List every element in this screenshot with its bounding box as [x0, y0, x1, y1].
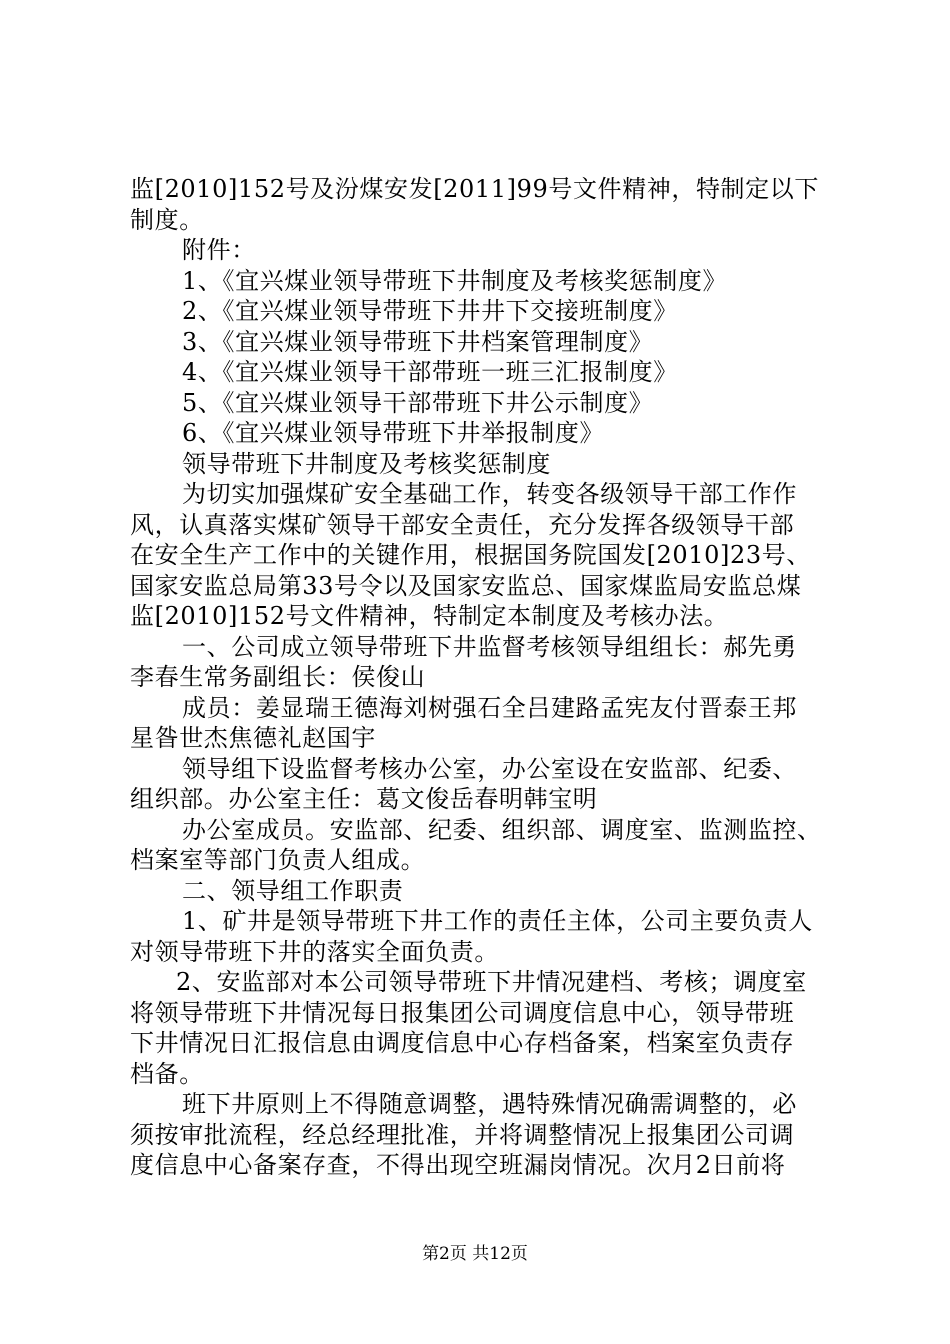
text-line: 下井情况日汇报信息由调度信息中心存档备案，档案室负责存 [130, 1029, 795, 1057]
text-line: 成员：姜显瑞王德海刘树强石全吕建路孟宪友付晋泰王邦 [182, 693, 797, 722]
text-line: 为切实加强煤矿安全基础工作，转变各级领导干部工作作 [182, 480, 797, 508]
text-line: 在安全生产工作中的关键作用，根据国务院国发[2010]23号、 [130, 541, 811, 569]
attachment-item: 3、《宜兴煤业领导带班下井档案管理制度》 [182, 327, 654, 356]
text-line: 李春生常务副组长：侯俊山 [130, 663, 426, 691]
page-number: 第2页 共12页 [422, 1244, 528, 1264]
text-line: 风，认真落实煤矿领导干部安全责任，充分发挥各级领导干部 [130, 510, 795, 539]
attachment-item: 1、《宜兴煤业领导带班下井制度及考核奖惩制度》 [182, 266, 728, 295]
attachment-item: 6、《宜兴煤业领导带班下井举报制度》 [182, 419, 605, 447]
text-line: 2、安监部对本公司领导带班下井情况建档、考核；调度室 [176, 968, 807, 996]
text-line: 星昝世杰焦德礼赵国宇 [130, 724, 376, 752]
text-line: 二、领导组工作职责 [182, 876, 404, 905]
text-line: 国家安监总局第33号令以及国家安监总、国家煤监局安监总煤 [130, 571, 802, 600]
text-line: 领导组下设监督考核办公室，办公室设在安监部、纪委、 [182, 754, 797, 783]
text-line: 将领导带班下井情况每日报集团公司调度信息中心，领导带班 [130, 998, 795, 1027]
text-line: 组织部。办公室主任：葛文俊岳春明韩宝明 [130, 785, 598, 813]
text-line: 须按审批流程，经总经理批准，并将调整情况上报集团公司调 [130, 1120, 795, 1149]
text-line: 档案室等部门负责人组成。 [130, 846, 426, 874]
text-line: 班下井原则上不得随意调整，遇特殊情况确需调整的，必 [182, 1090, 797, 1118]
text-line: 一、公司成立领导带班下井监督考核领导组组长：郝先勇 [182, 632, 797, 661]
section-title: 领导带班下井制度及考核奖惩制度 [182, 449, 551, 478]
attachment-item: 4、《宜兴煤业领导干部带班一班三汇报制度》 [182, 358, 678, 386]
attachment-item: 2、《宜兴煤业领导带班下井井下交接班制度》 [182, 297, 678, 325]
text-line: 对领导带班下井的落实全面负责。 [130, 937, 499, 966]
text-line: 1、矿井是领导带班下井工作的责任主体，公司主要负责人 [182, 907, 813, 935]
text-line: 档备。 [130, 1059, 204, 1088]
attachment-heading: 附件： [182, 236, 256, 264]
page-footer [0, 1242, 950, 1266]
text-line: 办公室成员。安监部、纪委、组织部、调度室、监测监控、 [182, 815, 822, 844]
text-line: 制度。 [130, 205, 204, 234]
text-line: 度信息中心备案存查，不得出现空班漏岗情况。次月2日前将 [130, 1151, 786, 1179]
attachment-item: 5、《宜兴煤业领导干部带班下井公示制度》 [182, 388, 654, 417]
document-body [130, 174, 835, 1181]
text-line: 监[2010]152号文件精神，特制定本制度及考核办法。 [130, 602, 729, 630]
text-line: 监[2010]152号及汾煤安发[2011]99号文件精神，特制定以下 [130, 175, 819, 203]
